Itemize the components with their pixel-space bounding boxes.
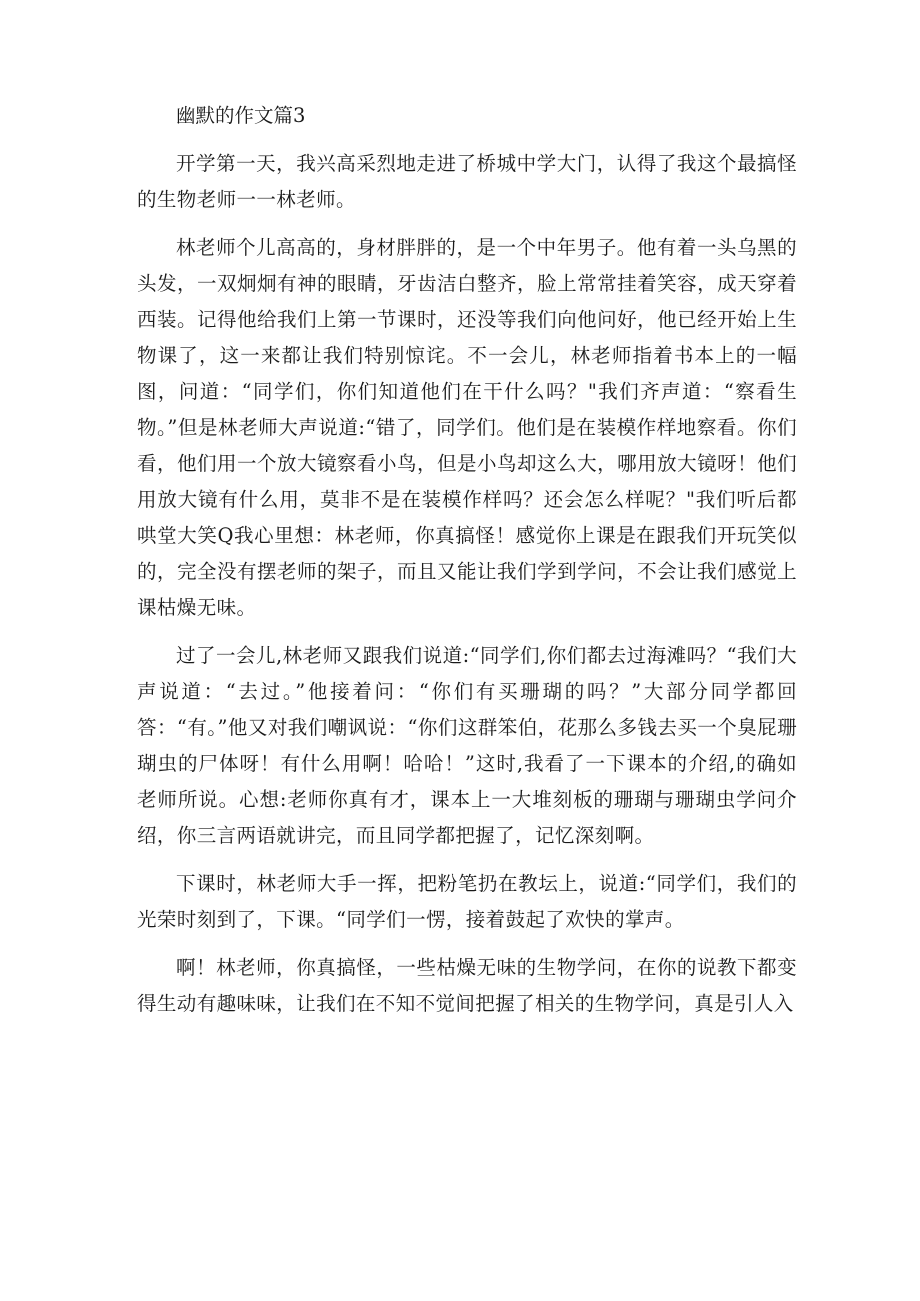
paragraph-4: 下课时，林老师大手一挥，把粉笔扔在教坛上，说道:“同学们，我们的光荣时刻到了，下课。“同学们一愣，接着鼓起了欢快的掌声。	[137, 872, 797, 931]
paragraph-5: 啊！林老师，你真搞怪，一些枯燥无味的生物学问，在你的说教下都变得生动有趣味味，让我们在不知不觉间把握了相关的生物学问，真是引人入	[137, 956, 797, 1015]
document-title: 幽默的作文篇3	[176, 104, 306, 127]
paragraph-3: 过了一会儿,林老师又跟我们说道:“同学们,你们都去过海滩吗？“我们大声说道：“去过。”他接着问：“你们有买珊瑚的吗？”大部分同学都回答：“有。”他又对我们嘲讽说：“你们这群笨伯，花那么多钱去买一个臭屁珊瑚虫的尸体呀！有什么用啊！哈哈！”这时,我看了一下课本的介绍,的确如老师所说。心想:老师你真有才，课本上一大堆刻板的珊瑚与珊瑚虫学问介绍，你三言两语就讲完，而且同学都把握了，记忆深刻啊。	[137, 644, 797, 847]
paragraph-1: 开学第一天，我兴高采烈地走进了桥城中学大门，认得了我这个最搞怪的生物老师一一林老师。	[137, 152, 797, 211]
document-body	[137, 98, 797, 1022]
paragraph-2: 林老师个儿高高的，身材胖胖的，是一个中年男子。他有着一头乌黑的头发，一双炯炯有神的眼睛，牙齿洁白整齐，脸上常常挂着笑容，成天穿着西装。记得他给我们上第一节课时，还没等我们向他问好，他已经开始上生物课了，这一来都让我们特别惊诧。不一会儿，林老师指着书本上的一幅图，问道：“同学们，你们知道他们在干什么吗？"我们齐声道：“察看生物。”但是林老师大声说道:“错了，同学们。他们是在装模作样地察看。你们看，他们用一个放大镜察看小鸟，但是小鸟却这么大，哪用放大镜呀！他们用放大镜有什么用，莫非不是在装模作样吗？还会怎么样呢？"我们听后都哄堂大笑Q我心里想：林老师，你真搞怪！感觉你上课是在跟我们开玩笑似的，完全没有摆老师的架子，而且又能让我们学到学问，不会让我们感觉上课枯燥无味。	[137, 236, 797, 619]
